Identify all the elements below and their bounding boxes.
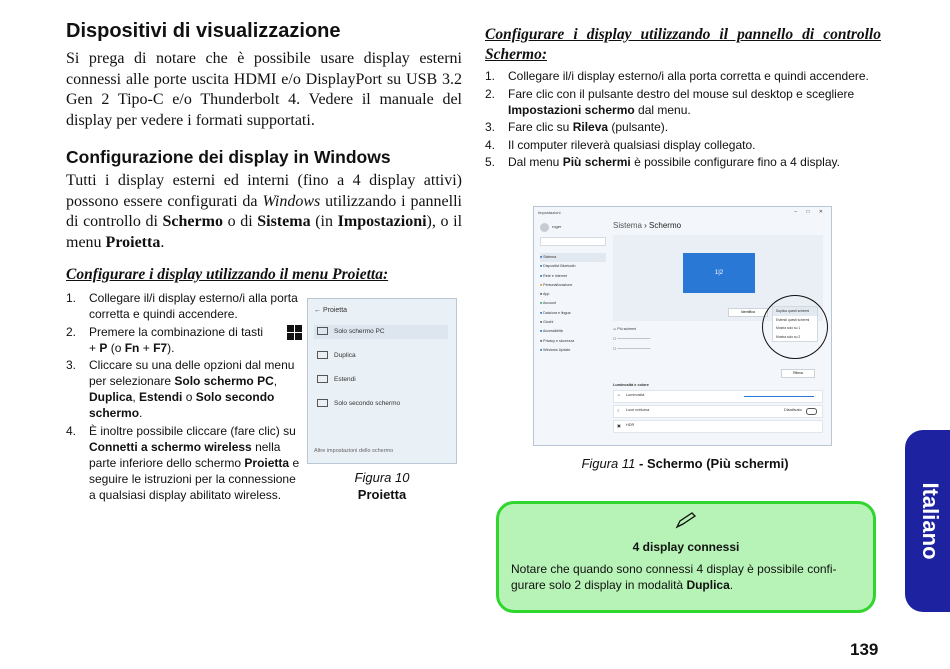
proietta-option-secondo[interactable] <box>314 397 448 411</box>
note-title: 4 display connessi <box>632 540 740 554</box>
step-text: Fare clic con il pulsante destro del mouse sul desktop e scegliere <box>508 86 855 101</box>
step-text: Dal menu <box>508 155 563 169</box>
text-impostazioni: Impostazioni <box>337 213 427 230</box>
note-box <box>496 501 876 613</box>
nightlight-toggle[interactable] <box>806 408 817 415</box>
step-text: Fare clic su <box>508 120 573 134</box>
sidebar-item-label: Account <box>542 301 556 306</box>
breadcrumb-system[interactable]: Sistema <box>613 221 642 230</box>
sun-icon: ☼ <box>617 393 621 397</box>
sidebar-item-privacy[interactable]: ■ Privacy e sicurezza <box>540 338 575 343</box>
step-text: nella parte inferiore dello schermo <box>89 439 281 470</box>
text-proietta: Proietta <box>244 455 290 470</box>
sidebar-item-label: App <box>542 292 550 297</box>
key-p: P <box>99 340 108 355</box>
dropdown-option[interactable]: Estendi questi schermi <box>776 317 810 322</box>
sidebar-item-giochi[interactable]: ■ Giochi <box>540 320 554 325</box>
step-number: 1. <box>485 69 496 83</box>
option-duplica: Duplica <box>89 390 133 404</box>
note-text: Notare che quando sono connessi 4 display è possibile confi-gurare solo 2 display in modalità <box>511 562 837 592</box>
sidebar-item-label: Dispositivi Bluetooth <box>543 264 576 269</box>
duplicate-icon <box>317 351 328 359</box>
sidebar-item-data-ora[interactable]: ■ Data/ora e lingua <box>540 310 571 315</box>
checkbox-row[interactable]: ☐ ───────────── <box>613 337 651 341</box>
proietta-option-pc[interactable] <box>314 325 448 339</box>
dropdown-option[interactable]: Mostra solo su 1 <box>776 326 801 331</box>
step-number: 2. <box>66 324 77 339</box>
row-label: Luminosità <box>626 393 645 397</box>
step-text: Cliccare su una delle opzioni dal menu per selezionare <box>89 358 295 388</box>
sidebar-item-account[interactable]: ■ Account <box>540 301 556 306</box>
step-text: . <box>139 406 143 420</box>
option-label: Solo secondo schermo <box>334 400 401 407</box>
sidebar-item-personalizzazione[interactable]: ■ Personalizzazione <box>540 282 573 287</box>
breadcrumb-separator: › <box>644 221 647 230</box>
detect-button[interactable]: Rileva <box>781 369 815 378</box>
text: ), o il menu <box>66 213 463 251</box>
note-body <box>511 561 859 593</box>
text-piu-schermi: Più schermi <box>562 155 631 169</box>
paragraph-windows-config <box>66 171 462 253</box>
step-number: 5. <box>485 155 496 169</box>
key-f7: F7 <box>153 340 168 355</box>
toggle-state: Disattivato <box>784 408 802 412</box>
dropdown-option[interactable]: Mostra solo su 2 <box>776 334 801 339</box>
text-rileva: Rileva <box>572 120 609 134</box>
settings-sidebar <box>538 221 606 441</box>
hdr-row <box>613 420 823 433</box>
second-screen-icon <box>317 399 328 407</box>
list-item <box>66 290 302 322</box>
text-schermo: Schermo <box>162 213 223 230</box>
brightness-row <box>613 390 823 403</box>
row-label: HDR <box>626 423 635 427</box>
list-item <box>485 154 881 170</box>
caption-title: Proietta <box>357 487 407 502</box>
checkbox-row[interactable]: ☐ ───────────── <box>613 347 651 351</box>
proietta-panel-title: Proietta <box>322 307 348 314</box>
sidebar-item-label: Privacy e sicurezza <box>543 338 575 343</box>
text: (in <box>310 213 338 230</box>
text: o di <box>222 213 258 230</box>
list-item <box>485 86 881 118</box>
monitor-tile[interactable]: 1|2 <box>683 253 755 293</box>
step-text: È inoltre possibile cliccare (fare clic) su <box>89 423 296 438</box>
monitor-icon: ▭ <box>613 327 617 331</box>
breadcrumb <box>613 221 681 230</box>
section-title-windows-config: Configurazione dei display in Windows <box>66 147 391 167</box>
sidebar-item-windows-update[interactable]: ■ Windows Update <box>540 347 571 352</box>
step-number: 4. <box>485 137 496 152</box>
page-number: 139 <box>850 640 879 659</box>
sidebar-item-label: Windows Update <box>543 347 571 352</box>
step-number: 4. <box>66 423 77 438</box>
section-heading: Luminosità e colore <box>613 383 649 387</box>
moon-icon: ☾ <box>617 409 621 413</box>
nightlight-row <box>613 405 823 418</box>
option-label: Duplica <box>334 352 356 359</box>
step-text: è possibile configurare fino a 4 display. <box>630 155 840 169</box>
brightness-section <box>613 383 823 433</box>
step-text: (o <box>107 340 125 355</box>
subheading-proietta: Configurare i display utilizzando il menu Proietta: <box>66 266 389 283</box>
figure-proietta <box>307 298 457 464</box>
text-connetti-wireless: Connetti a schermo wireless <box>89 439 252 454</box>
step-number: 2. <box>485 86 496 101</box>
sidebar-list <box>540 253 606 355</box>
sidebar-item-label: Sistema <box>543 255 557 259</box>
text: utilizzando i pannelli di controllo di <box>66 192 462 230</box>
text-sistema: Sistema <box>257 213 311 230</box>
breadcrumb-current: Schermo <box>649 221 682 230</box>
section-title-display-devices: Dispositivi di visualizzazione <box>66 20 341 42</box>
note-text: . <box>729 578 734 592</box>
language-tab-label: Italiano <box>918 482 943 560</box>
sidebar-item-label: Giochi <box>543 320 554 325</box>
note-bold: Duplica <box>686 578 730 592</box>
sidebar-item-app[interactable]: ■ App <box>540 292 550 297</box>
paragraph-display-devices: Si prega di notare che è possibile usare display esterni connessi alle porte uscita HDMI e/o DisplayPort su USB 3.2 Gen 2 Tipo-C e/o Thunderbolt 4. Vedere il manuale del display per vedere i formati supportati. <box>66 50 462 129</box>
dropdown-option[interactable]: Duplica questi schermi <box>773 307 817 316</box>
caption-title: - Schermo (Più schermi) <box>635 456 789 471</box>
step-text: Premere la combinazione di tasti <box>89 324 264 339</box>
list-item <box>485 68 881 84</box>
identify-button[interactable]: Identifica <box>728 308 768 317</box>
step-text: + <box>89 340 100 355</box>
option-estendi: Estendi <box>139 390 183 404</box>
option-label: Solo schermo PC <box>334 328 385 335</box>
sidebar-item-label: Data/ora e lingua <box>543 310 571 315</box>
windows-key-icon <box>287 325 302 340</box>
text: Tutti i display esterni ed interni (fino a 4 display attivi) possono essere configurati da <box>66 172 462 210</box>
list-item <box>66 324 302 356</box>
step-text: o <box>182 390 196 404</box>
proietta-footer-link[interactable]: Altre impostazioni dello schermo <box>314 448 394 454</box>
step-text: Il computer rileverà qualsiasi display collegato. <box>508 137 756 152</box>
caption-prefix: Figura 11 <box>581 456 636 471</box>
avatar <box>540 223 549 232</box>
list-item <box>66 357 302 421</box>
monitor-icon <box>317 327 328 335</box>
caption-prefix: Figura 10 <box>354 470 410 485</box>
sidebar-item-label: Rete e Internet <box>543 273 567 278</box>
step-number: 3. <box>485 120 496 134</box>
sidebar-item-label: Accessibilità <box>542 329 563 334</box>
step-text: ). <box>167 340 175 355</box>
list-item <box>485 137 881 153</box>
row-label: Luce notturna <box>626 408 650 412</box>
step-text: (pulsante). <box>608 120 669 134</box>
subheading-schermo: Configurare i display utilizzando il pannello di controllo Schermo: <box>485 26 881 63</box>
sidebar-item-label: Personalizzazione <box>543 282 573 287</box>
hdr-icon: ▣ <box>617 424 621 428</box>
caption-figure-11 <box>560 456 810 471</box>
option-solo-secondo: Solo secondo schermo <box>89 390 275 420</box>
option-solo-schermo-pc: Solo schermo PC <box>174 374 274 388</box>
steps-list-proietta <box>66 290 302 504</box>
multiple-displays-dropdown[interactable] <box>772 306 818 342</box>
proietta-panel-header <box>314 307 347 314</box>
step-text: dal menu. <box>634 102 691 117</box>
sidebar-item-bluetooth[interactable]: ■ Dispositivi Bluetooth <box>540 264 576 269</box>
sidebar-item-sistema[interactable]: ■ Sistema <box>540 253 606 262</box>
step-text: e seguire le istruzioni per la connessione a qualsiasi display abilitato wireless. <box>89 455 300 502</box>
step-number: 3. <box>66 358 77 372</box>
step-text: Collegare il/i display esterno/i alla porta corretta e quindi accendere. <box>508 69 869 83</box>
sidebar-item-accessibilita[interactable]: ■ Accessibilità <box>540 329 563 334</box>
user-name: roger <box>552 224 562 229</box>
multi-display-settings <box>613 324 763 354</box>
list-item <box>485 119 881 135</box>
search-input[interactable] <box>540 237 606 246</box>
steps-list-schermo <box>485 68 881 172</box>
window-controls[interactable]: – □ ✕ <box>794 209 827 215</box>
text: . <box>160 233 165 251</box>
window-title: Impostazioni <box>538 210 561 215</box>
step-text: , <box>132 390 140 404</box>
text-impostazioni-schermo: Impostazioni schermo <box>508 102 635 117</box>
extend-icon <box>317 375 328 383</box>
multi-label: Più schermi <box>617 327 637 331</box>
step-number: 1. <box>66 291 77 305</box>
step-text: Collegare il/i display esterno/i alla porta corretta e quindi accendere. <box>89 291 298 321</box>
brightness-slider[interactable] <box>744 396 814 397</box>
sidebar-item-rete[interactable]: ■ Rete e Internet <box>540 273 567 278</box>
multi-label-row <box>613 324 763 334</box>
figure-schermo-settings <box>533 206 832 446</box>
proietta-option-estendi[interactable] <box>314 373 448 387</box>
option-label: Estendi <box>334 376 356 383</box>
proietta-option-duplica[interactable] <box>314 349 448 363</box>
pencil-icon <box>675 511 697 529</box>
back-arrow-icon: ← <box>314 307 321 314</box>
text-windows: Windows <box>262 192 321 210</box>
step-text: + <box>139 340 154 355</box>
caption-figure-10 <box>322 469 442 503</box>
text-proietta: Proietta <box>105 233 161 251</box>
step-text: , <box>273 374 278 388</box>
key-fn: Fn <box>124 340 140 355</box>
list-item <box>66 423 302 503</box>
